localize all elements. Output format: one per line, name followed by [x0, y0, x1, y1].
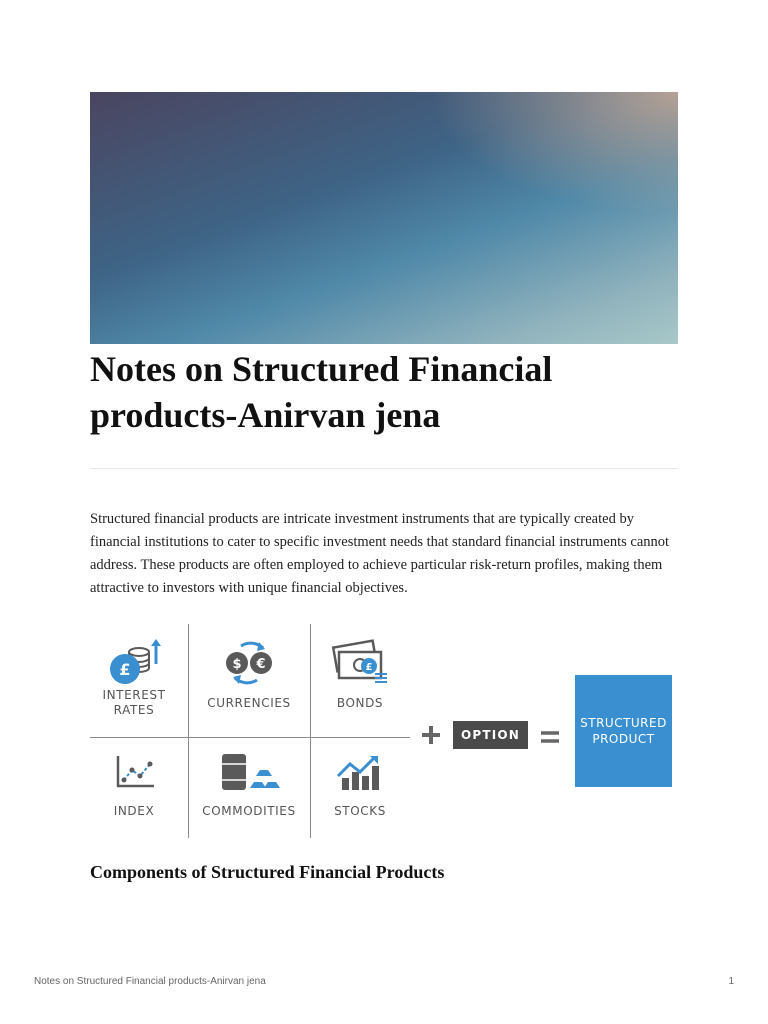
svg-text:£: £ [365, 662, 373, 673]
cell-label-stocks: STOCKS [334, 804, 386, 818]
bar-chart-arrow-icon [330, 752, 390, 792]
currency-exchange-icon [219, 636, 279, 688]
document-title: Notes on Structured Financial products-Anirvan jena [90, 349, 553, 435]
footer-title: Notes on Structured Financial products-Anirvan jena [34, 976, 266, 987]
line-chart-icon [104, 752, 164, 792]
cell-stocks [320, 752, 400, 819]
components-diagram [90, 624, 410, 838]
grid-divider [310, 624, 311, 838]
pound-coins-arrow-icon [104, 636, 164, 688]
cell-index [90, 752, 178, 819]
cell-label-currencies: CURRENCIES [207, 696, 291, 710]
intro-paragraph: Structured financial products are intricate investment instruments that are typically created by financial institutions to cater to specific investment needs that standard financial instruments cannot address. These products are often employed to achieve particular risk-return profiles, making them attractive to investors with unique financial objectives. [90, 511, 670, 596]
section-heading: Components of Structured Financial Products [90, 862, 445, 882]
barrel-gold-icon [216, 752, 282, 792]
svg-text:€: € [256, 657, 266, 672]
cell-bonds [320, 636, 400, 711]
cell-label-commodities: COMMODITIES [202, 804, 296, 818]
cover-image [90, 92, 678, 344]
svg-text:$: $ [232, 657, 242, 672]
cell-interest-rates [90, 636, 178, 718]
plus-icon [420, 724, 442, 746]
page-number: 1 [728, 976, 734, 987]
cell-commodities [198, 752, 300, 819]
structured-product-box: STRUCTURED PRODUCT [575, 675, 672, 787]
cell-currencies [198, 636, 300, 711]
divider [90, 468, 678, 469]
cell-label-index: INDEX [113, 804, 155, 818]
cell-label-interest-rates: INTEREST RATES [102, 688, 166, 717]
grid-divider [188, 624, 189, 838]
option-box: OPTION [453, 721, 528, 749]
grid-divider [90, 737, 410, 738]
equals-icon [540, 730, 560, 744]
svg-text:£: £ [119, 660, 131, 679]
banknotes-icon [329, 636, 391, 688]
cell-label-bonds: BONDS [336, 696, 384, 710]
